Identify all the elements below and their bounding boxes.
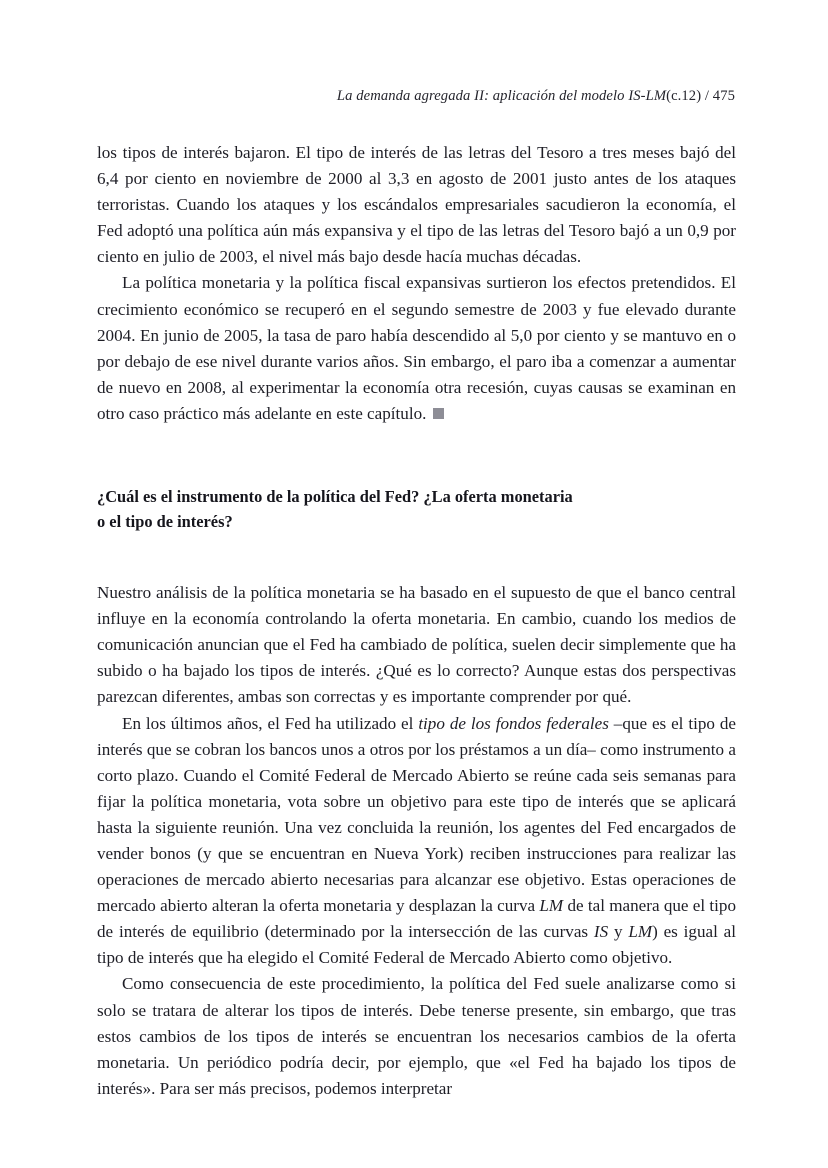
section-heading-line-1: ¿Cuál es el instrumento de la política del Fed? ¿La oferta monetaria — [97, 487, 573, 507]
end-of-case-square-icon — [433, 408, 444, 419]
running-head-title: La demanda agregada II: aplicación del modelo IS-LM — [336, 88, 667, 104]
paragraph-policy-effects — [97, 270, 736, 427]
paragraph-federal-funds-rate-text-5: ) es igual al tipo de interés que ha elegido el Comité Federal de Mercado Abierto como objetivo. — [97, 922, 736, 968]
paragraph-federal-funds-rate — [97, 711, 736, 972]
italic-term-federal-funds-rate: tipo de los fondos federales — [418, 713, 609, 733]
spacer-after-heading — [97, 534, 736, 580]
paragraph-policy-effects-text: La política monetaria y la política fiscal expansivas surtieron los efectos pretendidos. El crecimiento económico se recuperó en el segundo semestre de 2003 y fue elevado durante 2004. En junio de 2005, la tasa de paro había descendido al 5,0 por ciento y se mantuvo en o por debajo de ese nivel durante varios años. Sin embargo, el paro iba a comenzar a aumentar de nuevo en 2008, al experimentar la economía otra recesión, cuyas causas se examinan en otro caso práctico más adelante en este capítulo. — [97, 273, 736, 423]
paragraph-federal-funds-rate-text-1: En los últimos años, el Fed ha utilizado el — [122, 713, 419, 733]
section-heading — [97, 484, 736, 534]
section-heading-line-2: o el tipo de interés? — [97, 512, 233, 532]
italic-term-lm-1: LM — [539, 896, 564, 916]
italic-term-lm-2: LM — [628, 922, 653, 942]
paragraph-monetary-analysis: Nuestro análisis de la política monetaria se ha basado en el supuesto de que el banco central influye en la economía controlando la oferta monetaria. En cambio, cuando los medios de comunicación anuncian que el Fed ha cambiado de política, suelen decir simplemente que ha subido o ha bajado los tipos de interés. ¿Qué es lo correcto? Aunque estas dos perspectivas parezcan diferentes, ambas son correctas y es importante comprender por qué. — [97, 583, 736, 707]
paragraph-federal-funds-rate-text-3: de tal manera que el tipo de interés de equilibrio (determinado por la intersección de las curvas — [97, 896, 737, 942]
paragraph-federal-funds-rate-text-2: –que es el tipo de interés que se cobran los bancos unos a otros por los préstamos a un día– como instrumento a corto plazo. Cuando el Comité Federal de Mercado Abierto se reúne cada seis semanas para fijar la política monetaria, vota sobre un objetivo para este tipo de interés que se aplicará hasta la siguiente reunión. Una vez concluida la reunión, los agentes del Fed encargados de vender bonos (y que se encuentran en Nueva York) reciben instrucciones para realizar las operaciones de mercado abierto necesarias para alcanzar ese objetivo. Estas operaciones de mercado abierto alteran la oferta monetaria y desplazan la curva — [97, 713, 736, 916]
paragraph-interest-rate-interpretation: Como consecuencia de este procedimiento, la política del Fed suele analizarse como si solo se tratara de alterar los tipos de interés. Debe tenerse presente, sin embargo, que tras estos cambios de los tipos de interés se encuentran los necesarios cambios de la oferta monetaria. Un periódico podría decir, por ejemplo, que «el Fed ha bajado los tipos de interés». Para ser más precisos, podemos interpretar — [97, 974, 736, 1098]
running-head — [97, 88, 735, 105]
running-head-chapter-page: (c.12) / 475 — [666, 88, 735, 104]
body-text-column — [97, 140, 736, 1102]
italic-term-is: IS — [593, 922, 609, 942]
paragraph-continuation: los tipos de interés bajaron. El tipo de interés de las letras del Tesoro a tres meses bajó del 6,4 por ciento en noviembre de 2000 al 3,3 en agosto de 2001 justo antes de los ataques terroristas. Cuando los ataques y los escándalos empresariales sacudieron la economía, el Fed adoptó una política aún más expansiva y el tipo de las letras del Tesoro bajó a un 0,9 por ciento en julio de 2003, el nivel más bajo desde hacía muchas décadas. — [97, 143, 736, 267]
spacer-before-heading — [97, 427, 736, 484]
paragraph-federal-funds-rate-text-4: y — [608, 922, 629, 942]
